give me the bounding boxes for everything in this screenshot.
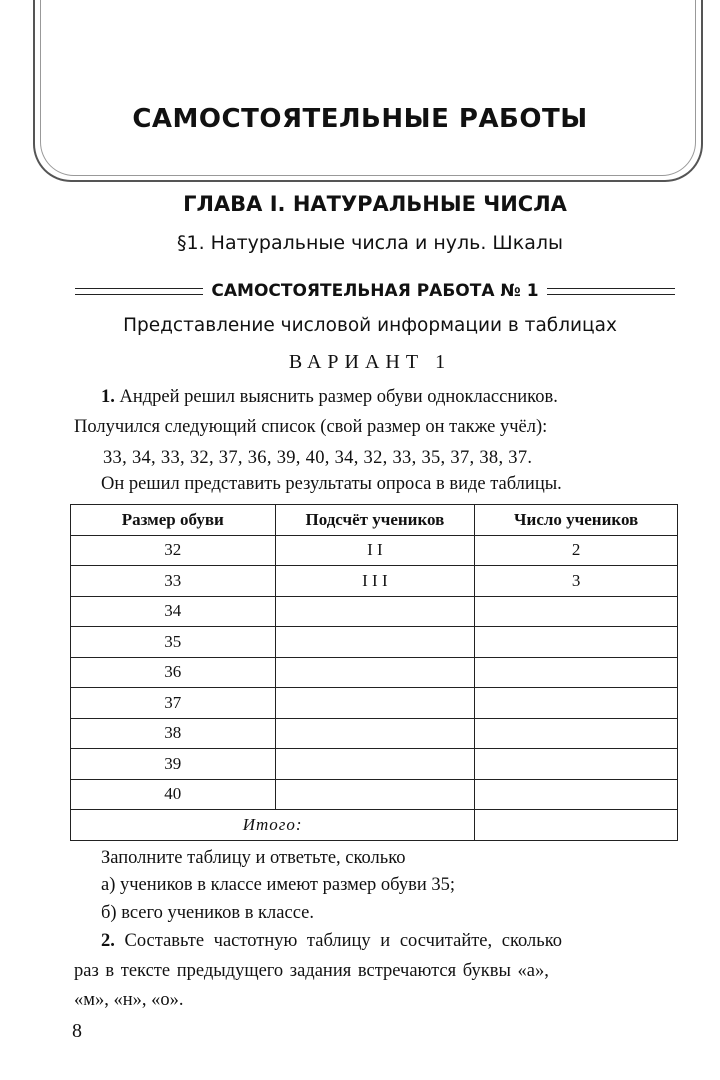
question-a: а) учеников в классе имеют размер обуви 35; xyxy=(101,875,456,895)
task1-line1: 1. Андрей решил выяснить размер обуви одноклассников. xyxy=(101,387,558,407)
table-row xyxy=(71,596,678,627)
variant-label: ВАРИАНТ 1 xyxy=(288,351,452,373)
table-header-cell: Подсчёт учеников xyxy=(275,505,475,536)
table-cell: 40 xyxy=(71,779,276,810)
task1-line2: Получился следующий список (свой размер он также учёл): xyxy=(74,417,548,437)
table-cell: 2 xyxy=(475,535,678,566)
work-title: САМОСТОЯТЕЛЬНАЯ РАБОТА № 1 xyxy=(211,281,539,301)
table-row xyxy=(71,657,678,688)
task2-line3: «м», «н», «о». xyxy=(74,990,184,1010)
header-frame-inner xyxy=(40,0,696,176)
table-header-cell: Число учеников xyxy=(475,505,678,536)
work-subtitle: Представление числовой информации в таблицах xyxy=(123,315,617,336)
questions-intro: Заполните таблицу и ответьте, сколько xyxy=(101,848,406,868)
task2-line2: раз в тексте предыдущего задания встречаются буквы «а», xyxy=(74,961,549,981)
table-row xyxy=(71,535,678,566)
table-cell xyxy=(475,718,678,749)
table-row xyxy=(71,627,678,658)
table-row xyxy=(71,718,678,749)
table-cell xyxy=(275,688,475,719)
table-cell xyxy=(475,657,678,688)
table-cell xyxy=(475,627,678,658)
page-title: САМОСТОЯТЕЛЬНЫЕ РАБОТЫ xyxy=(132,104,588,134)
table-cell xyxy=(475,596,678,627)
table-row xyxy=(71,566,678,597)
section-title: §1. Натуральные числа и нуль. Шкалы xyxy=(176,232,563,254)
table-row xyxy=(71,688,678,719)
task1-number: 1. xyxy=(101,387,115,407)
table-cell: 35 xyxy=(71,627,276,658)
table-cell xyxy=(475,688,678,719)
question-b: б) всего учеников в классе. xyxy=(101,903,314,923)
heading-rule-left xyxy=(75,288,203,295)
table-cell xyxy=(275,657,475,688)
task2-line1: 2. Составьте частотную таблицу и сосчитайте, сколько xyxy=(101,931,563,951)
table-cell xyxy=(275,596,475,627)
table-cell xyxy=(275,779,475,810)
task1-line4: Он решил представить результаты опроса в виде таблицы. xyxy=(101,474,562,494)
table-row xyxy=(71,749,678,780)
table-cell xyxy=(475,749,678,780)
table-header-row xyxy=(71,505,678,536)
table-total-value xyxy=(475,810,678,841)
table-cell: 36 xyxy=(71,657,276,688)
table-cell: 34 xyxy=(71,596,276,627)
table-cell: 33 xyxy=(71,566,276,597)
table-cell xyxy=(275,718,475,749)
table-cell: I I xyxy=(275,535,475,566)
table-row xyxy=(71,779,678,810)
chapter-title: ГЛАВА I. НАТУРАЛЬНЫЕ ЧИСЛА xyxy=(183,192,567,216)
work-heading xyxy=(75,278,675,304)
table-total-row xyxy=(71,810,678,841)
table-cell xyxy=(275,749,475,780)
table-cell: 37 xyxy=(71,688,276,719)
table-header-cell: Размер обуви xyxy=(71,505,276,536)
table-cell: I I I xyxy=(275,566,475,597)
table-cell xyxy=(275,627,475,658)
table-cell: 32 xyxy=(71,535,276,566)
table-cell: 38 xyxy=(71,718,276,749)
page-number: 8 xyxy=(72,1020,82,1042)
table-cell: 39 xyxy=(71,749,276,780)
task1-list: 33, 34, 33, 32, 37, 36, 39, 40, 34, 32, 33, 35, 37, 38, 37. xyxy=(103,448,533,468)
table-cell: 3 xyxy=(475,566,678,597)
table-cell xyxy=(475,779,678,810)
heading-rule-right xyxy=(547,288,675,295)
table-total-label: Итого: xyxy=(71,810,475,841)
task2-number: 2. xyxy=(101,931,115,951)
shoe-size-table xyxy=(70,504,678,841)
